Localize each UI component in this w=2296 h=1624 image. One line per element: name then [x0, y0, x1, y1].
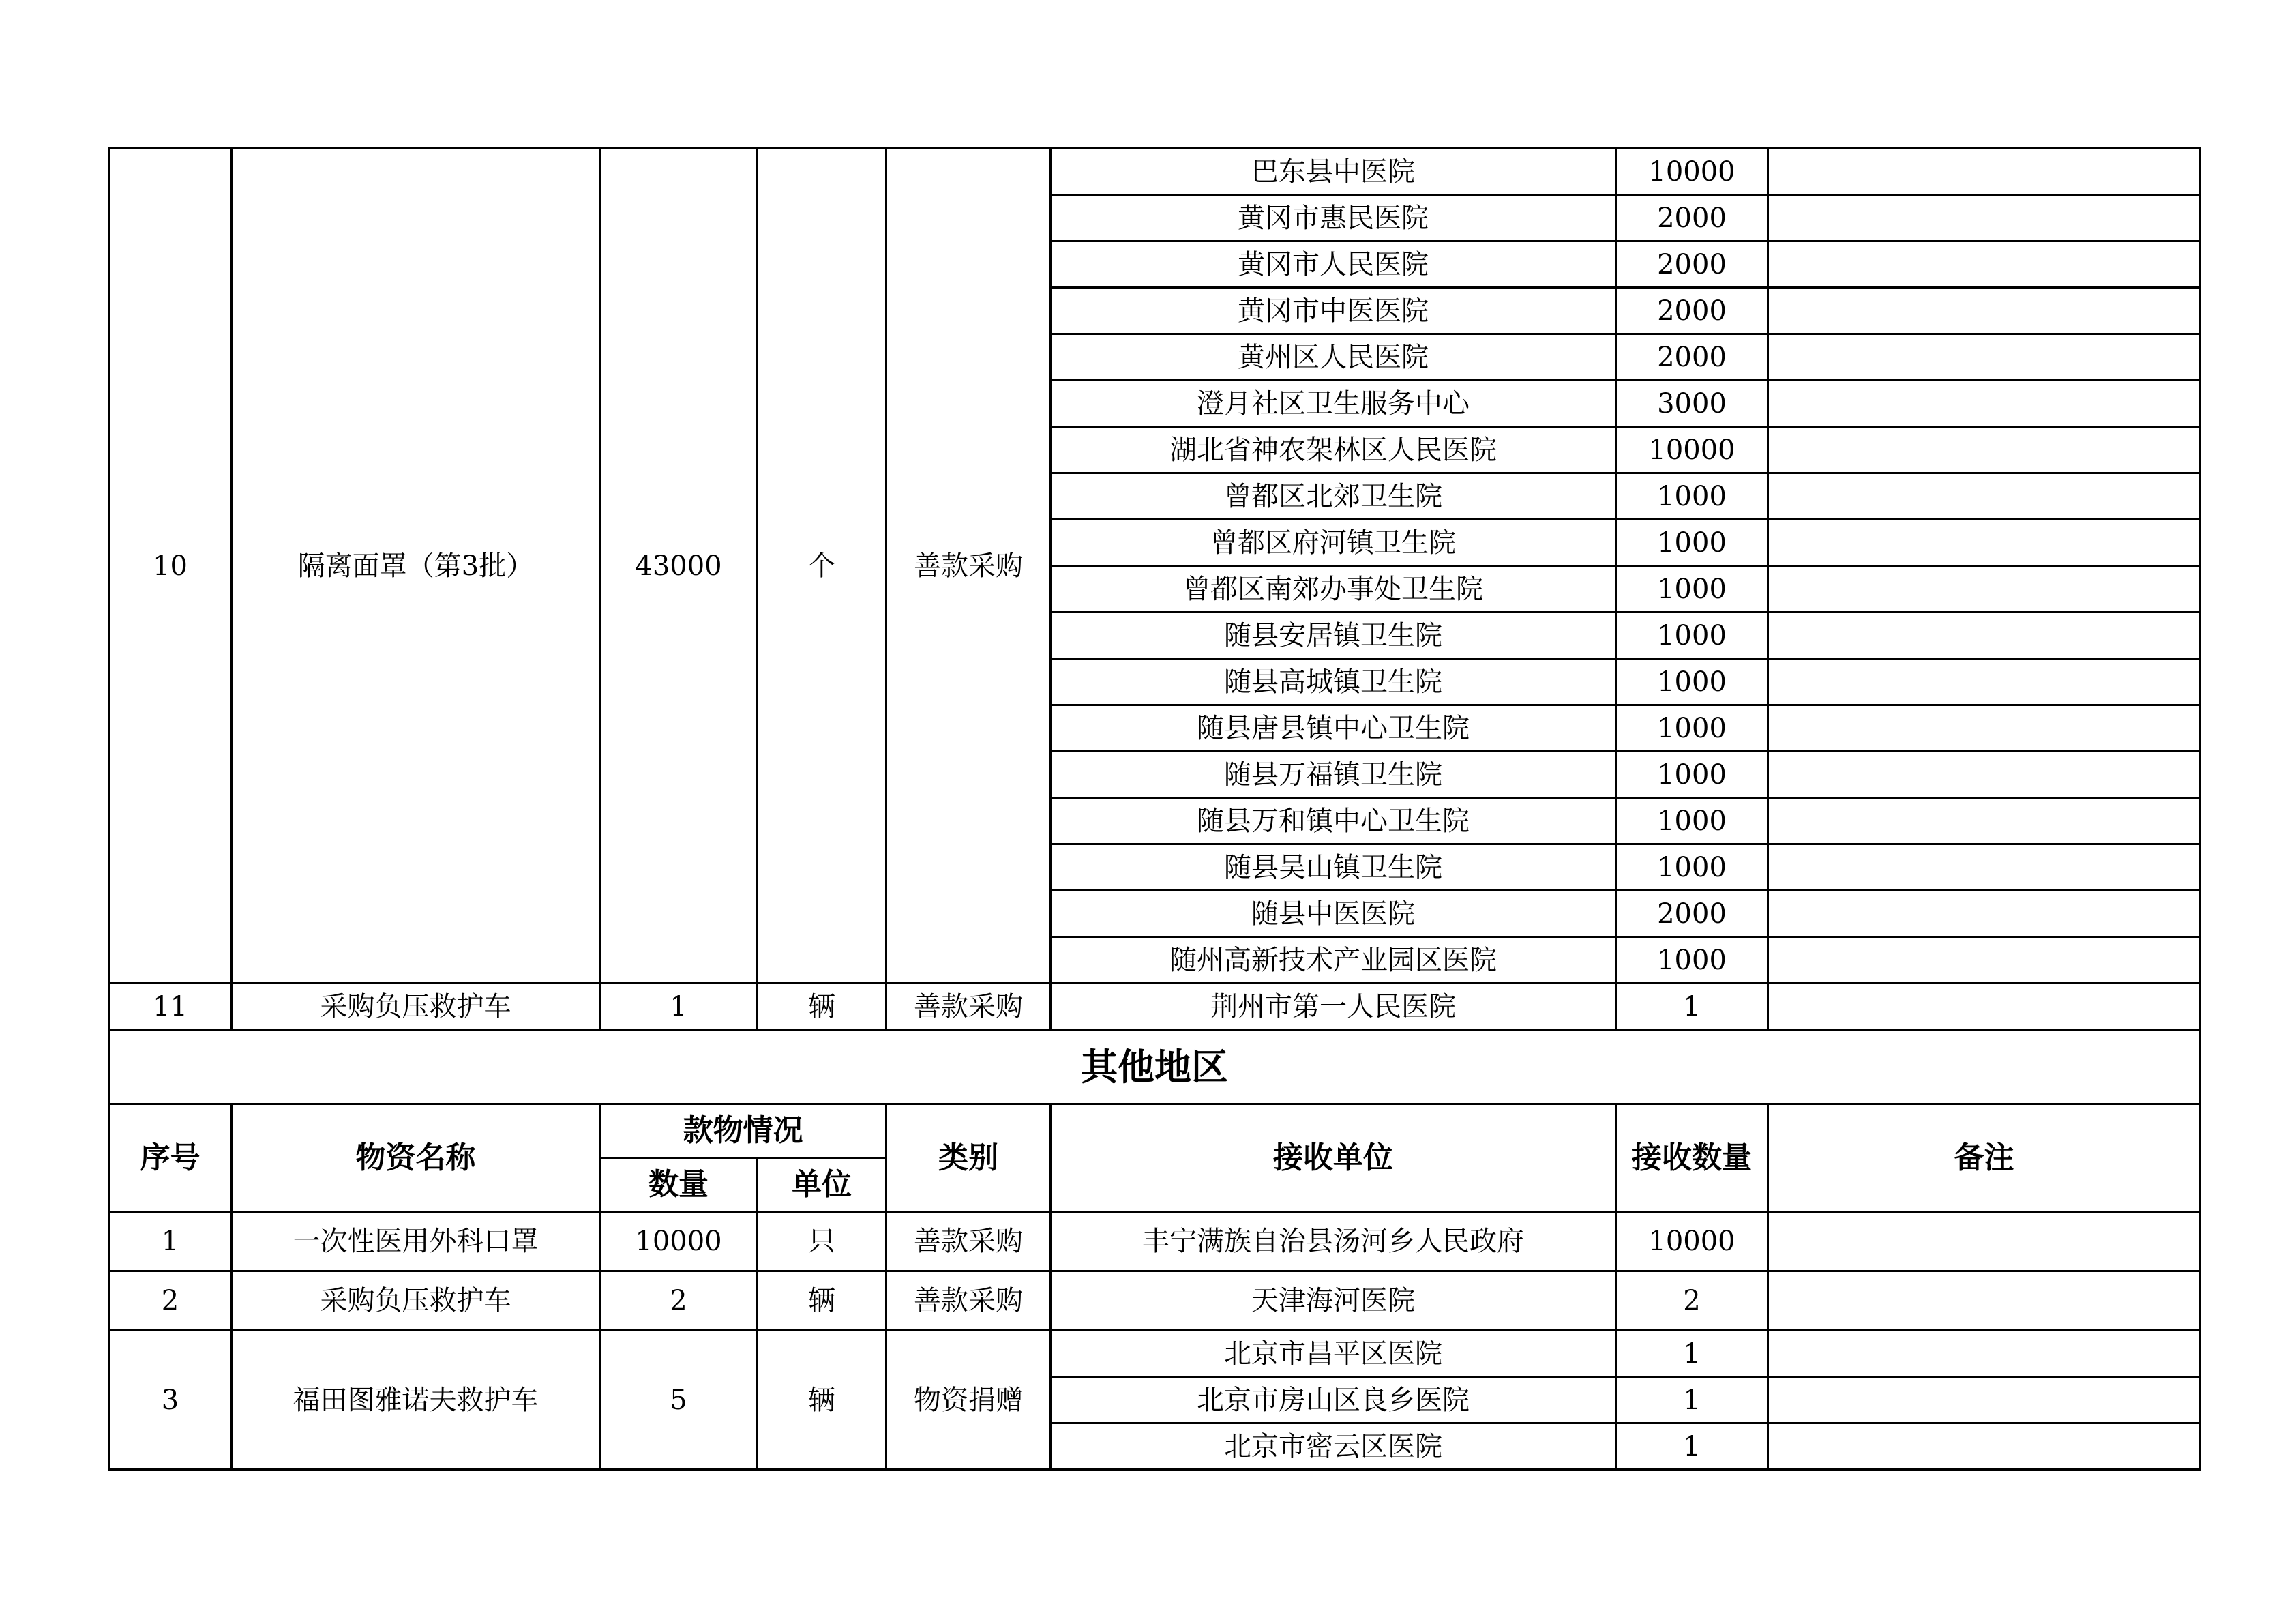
recipient-count: 2000: [1616, 241, 1768, 288]
recipient-name: 北京市密云区医院: [1051, 1423, 1616, 1470]
recipient-name: 随州高新技术产业园区医院: [1051, 937, 1616, 984]
item-category: 物资捐赠: [886, 1331, 1051, 1470]
item-name: 福田图雅诺夫救护车: [232, 1331, 600, 1470]
item-unit: 只: [758, 1212, 886, 1271]
item-quantity: 5: [600, 1331, 758, 1470]
recipient-count: 1000: [1616, 612, 1768, 659]
remarks-cell: [1768, 1331, 2201, 1377]
item-index: 11: [109, 984, 232, 1030]
header-category: 类别: [886, 1104, 1051, 1212]
remarks-cell: [1768, 1271, 2201, 1331]
remarks-cell: [1768, 659, 2201, 705]
table-row: [109, 984, 2201, 1030]
item-quantity: 1: [600, 984, 758, 1030]
item-category: 善款采购: [886, 1212, 1051, 1271]
item-index: 10: [109, 149, 232, 984]
recipient-count: 1: [1616, 1423, 1768, 1470]
item-index: 1: [109, 1212, 232, 1271]
recipient-name: 曾都区南郊办事处卫生院: [1051, 566, 1616, 612]
recipient-count: 2000: [1616, 195, 1768, 241]
recipient-count: 10000: [1616, 427, 1768, 473]
recipient-count: 1000: [1616, 659, 1768, 705]
remarks-cell: [1768, 937, 2201, 984]
remarks-cell: [1768, 241, 2201, 288]
recipient-name: 澄月社区卫生服务中心: [1051, 381, 1616, 427]
recipient-count: 1000: [1616, 752, 1768, 798]
item-category: 善款采购: [886, 1271, 1051, 1331]
recipient-name: 曾都区府河镇卫生院: [1051, 520, 1616, 566]
header-item-name: 物资名称: [232, 1104, 600, 1212]
remarks-cell: [1768, 566, 2201, 612]
recipient-name: 北京市昌平区医院: [1051, 1331, 1616, 1377]
remarks-cell: [1768, 844, 2201, 891]
section-row: [109, 1030, 2201, 1104]
recipient-name: 黄冈市中医医院: [1051, 288, 1616, 334]
header-received-count: 接收数量: [1616, 1104, 1768, 1212]
item-unit: 辆: [758, 1271, 886, 1331]
item-name: 采购负压救护车: [232, 984, 600, 1030]
table-row: [109, 1271, 2201, 1331]
remarks-cell: [1768, 891, 2201, 937]
header-remarks: 备注: [1768, 1104, 2201, 1212]
recipient-count: 1000: [1616, 798, 1768, 844]
recipient-name: 黄冈市人民医院: [1051, 241, 1616, 288]
recipient-count: 10000: [1616, 149, 1768, 195]
recipient-count: 2000: [1616, 891, 1768, 937]
header-goods-status: 款物情况: [600, 1104, 886, 1158]
recipient-count: 1000: [1616, 937, 1768, 984]
remarks-cell: [1768, 195, 2201, 241]
remarks-cell: [1768, 288, 2201, 334]
recipient-count: 2000: [1616, 334, 1768, 381]
item-quantity: 43000: [600, 149, 758, 984]
item-quantity: 10000: [600, 1212, 758, 1271]
recipient-name: 随县高城镇卫生院: [1051, 659, 1616, 705]
remarks-cell: [1768, 1377, 2201, 1423]
recipient-name: 黄冈市惠民医院: [1051, 195, 1616, 241]
item-name: 一次性医用外科口罩: [232, 1212, 600, 1271]
recipient-count: 1000: [1616, 520, 1768, 566]
remarks-cell: [1768, 1423, 2201, 1470]
recipient-name: 丰宁满族自治县汤河乡人民政府: [1051, 1212, 1616, 1271]
recipient-count: 1: [1616, 1331, 1768, 1377]
recipient-count: 3000: [1616, 381, 1768, 427]
recipient-count: 1: [1616, 1377, 1768, 1423]
remarks-cell: [1768, 149, 2201, 195]
recipient-name: 黄州区人民医院: [1051, 334, 1616, 381]
recipient-count: 2: [1616, 1271, 1768, 1331]
header-recipient: 接收单位: [1051, 1104, 1616, 1212]
recipient-name: 随县安居镇卫生院: [1051, 612, 1616, 659]
table-row: [109, 1212, 2201, 1271]
header-row: [109, 1104, 2201, 1158]
remarks-cell: [1768, 752, 2201, 798]
recipient-count: 10000: [1616, 1212, 1768, 1271]
header-unit: 单位: [758, 1158, 886, 1212]
recipient-name: 北京市房山区良乡医院: [1051, 1377, 1616, 1423]
recipient-name: 湖北省神农架林区人民医院: [1051, 427, 1616, 473]
remarks-cell: [1768, 1212, 2201, 1271]
recipient-name: 随县万和镇中心卫生院: [1051, 798, 1616, 844]
recipient-count: 1000: [1616, 566, 1768, 612]
remarks-cell: [1768, 705, 2201, 752]
recipient-count: 1000: [1616, 705, 1768, 752]
item-unit: 辆: [758, 1331, 886, 1470]
item-unit: 辆: [758, 984, 886, 1030]
item-category: 善款采购: [886, 984, 1051, 1030]
item-category: 善款采购: [886, 149, 1051, 984]
remarks-cell: [1768, 334, 2201, 381]
item-name: 采购负压救护车: [232, 1271, 600, 1331]
item-index: 2: [109, 1271, 232, 1331]
table-row: [109, 149, 2201, 195]
recipient-name: 天津海河医院: [1051, 1271, 1616, 1331]
remarks-cell: [1768, 473, 2201, 520]
recipient-name: 曾都区北郊卫生院: [1051, 473, 1616, 520]
item-unit: 个: [758, 149, 886, 984]
item-quantity: 2: [600, 1271, 758, 1331]
recipient-count: 2000: [1616, 288, 1768, 334]
item-name: 隔离面罩（第3批）: [232, 149, 600, 984]
recipient-name: 随县吴山镇卫生院: [1051, 844, 1616, 891]
item-index: 3: [109, 1331, 232, 1470]
remarks-cell: [1768, 381, 2201, 427]
table-row: [109, 1331, 2201, 1377]
remarks-cell: [1768, 612, 2201, 659]
recipient-count: 1000: [1616, 473, 1768, 520]
recipient-count: 1: [1616, 984, 1768, 1030]
remarks-cell: [1768, 984, 2201, 1030]
table-body: [109, 149, 2201, 1470]
recipient-name: 荆州市第一人民医院: [1051, 984, 1616, 1030]
remarks-cell: [1768, 427, 2201, 473]
remarks-cell: [1768, 520, 2201, 566]
donation-distribution-table: [108, 147, 2201, 1471]
header-quantity: 数量: [600, 1158, 758, 1212]
recipient-name: 巴东县中医院: [1051, 149, 1616, 195]
header-index: 序号: [109, 1104, 232, 1212]
recipient-name: 随县中医医院: [1051, 891, 1616, 937]
section-title: 其他地区: [109, 1030, 2201, 1104]
recipient-name: 随县万福镇卫生院: [1051, 752, 1616, 798]
recipient-count: 1000: [1616, 844, 1768, 891]
remarks-cell: [1768, 798, 2201, 844]
recipient-name: 随县唐县镇中心卫生院: [1051, 705, 1616, 752]
